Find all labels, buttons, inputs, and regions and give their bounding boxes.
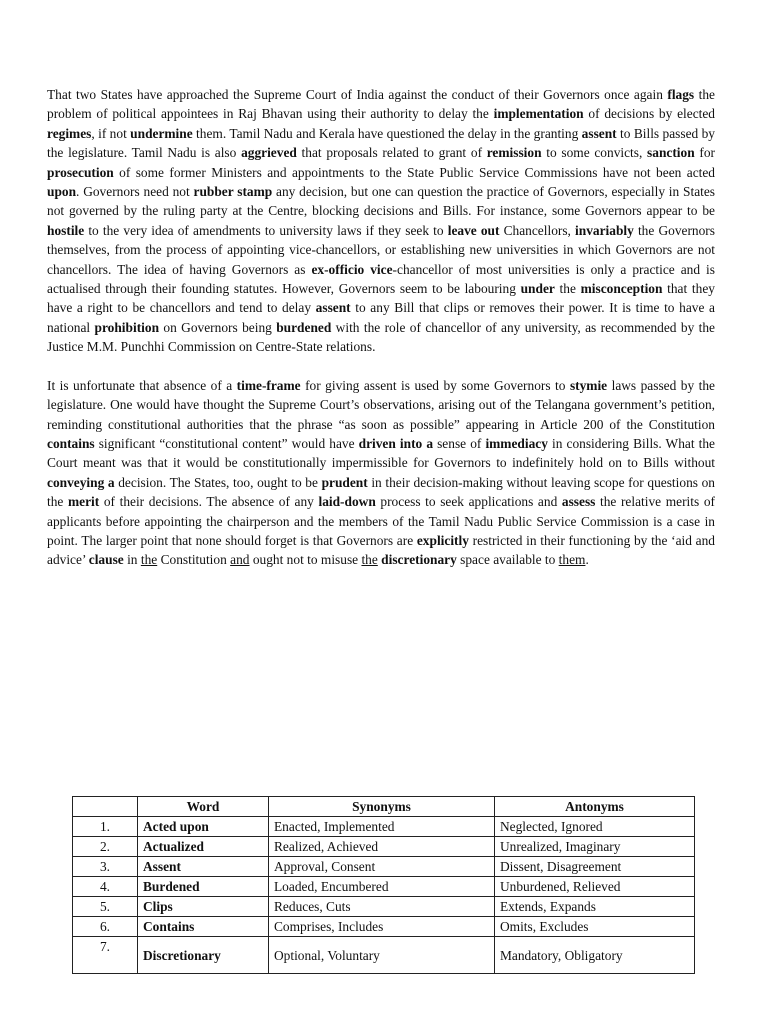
- row-word: Clips: [138, 897, 269, 917]
- table-row: [73, 877, 695, 897]
- row-word: Contains: [138, 917, 269, 937]
- text-run: of their decisions. The absence of any: [99, 494, 319, 510]
- vocab-keyword: undermine: [130, 125, 193, 141]
- vocab-keyword: driven into a: [358, 435, 434, 451]
- row-antonyms: Extends, Expands: [495, 897, 695, 917]
- vocab-keyword: ex-officio vice: [311, 261, 393, 277]
- vocab-keyword: time-frame: [236, 377, 301, 393]
- vocab-keyword: prosecution: [47, 164, 114, 180]
- vocab-keyword: flags: [667, 87, 695, 102]
- row-synonyms: Optional, Voluntary: [269, 937, 495, 974]
- vocab-keyword: rubber stamp: [193, 184, 273, 200]
- vocab-keyword: remission: [486, 145, 542, 161]
- text-run: It is unfortunate that absence of a: [47, 377, 237, 393]
- text-run: for giving assent is used by some Governors to: [300, 377, 570, 393]
- vocabulary-table: [72, 796, 695, 974]
- table-row: [73, 897, 695, 917]
- table-row: [73, 817, 695, 837]
- vocab-keyword: explicitly: [416, 532, 469, 548]
- vocab-keyword: aggrieved: [241, 145, 297, 161]
- text-run: Constitution: [157, 552, 231, 568]
- table-row: [73, 937, 695, 974]
- text-run: decision. The States, too, ought to be: [114, 474, 322, 490]
- vocab-keyword: assent: [315, 300, 351, 316]
- vocab-keyword: immediacy: [485, 435, 548, 451]
- row-number: 5.: [73, 897, 138, 917]
- text-run: that proposals related to grant of: [296, 145, 487, 161]
- row-number: 1.: [73, 817, 138, 837]
- vocab-keyword: implementation: [493, 106, 584, 122]
- row-number: 6.: [73, 917, 138, 937]
- row-word: Acted upon: [138, 817, 269, 837]
- underlined-word: the: [140, 552, 158, 568]
- text-run: with the role of chancellor of any university, as recommended by the Justice M.M. Punchhi Commission on Centre-State relations.: [47, 319, 716, 355]
- underlined-word: and: [230, 552, 250, 568]
- vocab-keyword: sanction: [647, 145, 695, 161]
- row-antonyms: Unburdened, Relieved: [495, 877, 695, 897]
- text-run: , if not: [91, 125, 131, 141]
- vocab-keyword: assent: [581, 125, 617, 141]
- text-run: restricted in their functioning by the ‘aid and advice’: [47, 532, 715, 568]
- row-word: Assent: [138, 857, 269, 877]
- vocab-keyword: merit: [67, 494, 100, 510]
- text-run: -chancellor of most universities is only a practice and is actualised through their founding statutes. However, Governors seem to be labouring: [47, 261, 715, 297]
- underlined-word: them: [558, 552, 586, 568]
- text-run: space available to: [456, 552, 559, 568]
- paragraph-2: [47, 376, 715, 570]
- text-run: them. Tamil Nadu and Kerala have questioned the delay in the granting: [192, 125, 582, 141]
- vocab-keyword: burdened: [276, 319, 332, 335]
- vocab-keyword: regimes: [47, 125, 92, 141]
- vocab-keyword: under: [520, 281, 555, 297]
- table-row: [73, 857, 695, 877]
- text-run: the: [554, 281, 581, 297]
- row-synonyms: Approval, Consent: [269, 857, 495, 877]
- text-run: .: [585, 552, 589, 568]
- table-row: [73, 837, 695, 857]
- row-word: Burdened: [138, 877, 269, 897]
- header-word: Word: [138, 797, 269, 817]
- row-antonyms: Unrealized, Imaginary: [495, 837, 695, 857]
- vocab-keyword: assess: [561, 494, 596, 510]
- vocab-keyword: prohibition: [94, 319, 160, 335]
- vocab-keyword: prudent: [321, 474, 368, 490]
- header-antonyms: Antonyms: [495, 797, 695, 817]
- text-run: any decision, but one can question the practice of Governors, especially in States not governed by the ruling party at the Centre, blocking decisions and Bills. For instance, some Governors appear to be: [47, 184, 716, 219]
- text-run: sense of: [433, 435, 486, 451]
- text-run: to any Bill that clips or removes their power. It is time to have a national: [47, 300, 715, 335]
- vocab-keyword: discretionary: [381, 552, 457, 568]
- text-run: to some convicts,: [541, 145, 648, 161]
- text-run: in considering Bills. What the Court meant was that it would be constitutionally impermissible for Governors to indefinitely hold on to Bills without: [47, 435, 716, 471]
- row-synonyms: Enacted, Implemented: [269, 817, 495, 837]
- row-synonyms: Reduces, Cuts: [269, 897, 495, 917]
- text-run: the Governors themselves, from the process of appointing vice-chancellors, or establishing new universities in which Governors are not chancellors. The idea of having Governors as: [47, 222, 715, 277]
- text-run: process to seek applications and: [375, 494, 562, 510]
- vocab-keyword: stymie: [569, 377, 608, 393]
- text-run: That two States have approached the Supreme Court of India against the conduct of their Governors once again: [47, 87, 668, 102]
- row-synonyms: Comprises, Includes: [269, 917, 495, 937]
- row-number: 2.: [73, 837, 138, 857]
- table-header-row: [73, 797, 695, 817]
- row-synonyms: Loaded, Encumbered: [269, 877, 495, 897]
- paragraph-1: [47, 85, 715, 357]
- text-run: for: [694, 145, 715, 161]
- vocab-keyword: leave out: [447, 222, 500, 238]
- text-run: . Governors need not: [76, 184, 194, 200]
- vocab-keyword: hostile: [47, 222, 85, 238]
- row-antonyms: Mandatory, Obligatory: [495, 937, 695, 974]
- vocab-keyword: contains: [47, 435, 95, 451]
- header-number: [73, 797, 138, 817]
- text-run: to Bills passed by the legislature. Tamil Nadu is also: [47, 125, 715, 161]
- text-run: Chancellors,: [499, 222, 576, 238]
- text-run: significant “constitutional content” would have: [94, 435, 359, 451]
- text-run: on Governors being: [159, 319, 277, 335]
- row-antonyms: Neglected, Ignored: [495, 817, 695, 837]
- vocab-keyword: laid-down: [318, 494, 376, 510]
- vocab-keyword: clause: [88, 552, 124, 568]
- row-synonyms: Realized, Achieved: [269, 837, 495, 857]
- row-number: 4.: [73, 877, 138, 897]
- text-run: laws passed by the legislature. One would have thought the Supreme Court’s observations, arising out of the Telangana government’s petition, reminding constitutional authorities that the phrase “as soon as possible” appearing in Article 200 of the Constitution: [47, 377, 715, 432]
- text-run: ought not to misuse: [249, 552, 362, 568]
- vocab-keyword: upon: [47, 184, 77, 200]
- header-synonyms: Synonyms: [269, 797, 495, 817]
- text-run: that they have a right to be chancellors and tend to delay: [47, 281, 715, 316]
- vocab-keyword: misconception: [580, 281, 663, 297]
- underlined-word: the: [361, 552, 378, 568]
- article-body: [47, 85, 715, 570]
- vocab-keyword: invariably: [575, 222, 634, 238]
- table-row: [73, 917, 695, 937]
- row-word: Discretionary: [138, 937, 269, 974]
- vocab-keyword: conveying a: [47, 474, 115, 490]
- text-run: to the very idea of amendments to university laws if they seek to: [84, 222, 448, 238]
- text-run: the problem of political appointees in Raj Bhavan using their authority to delay the: [47, 87, 715, 122]
- row-number: 7.: [73, 937, 138, 974]
- text-run: the relative merits of applicants before appointing the chairperson and the members of the Tamil Nadu Public Service Commission is a case in point. The larger point that none should forget is that Governors are: [47, 494, 715, 548]
- text-run: in: [123, 552, 141, 568]
- row-word: Actualized: [138, 837, 269, 857]
- row-number: 3.: [73, 857, 138, 877]
- row-antonyms: Dissent, Disagreement: [495, 857, 695, 877]
- text-run: in their decision-making without leaving scope for questions on the: [47, 474, 715, 510]
- text-run: of some former Ministers and appointments to the State Public Service Commissions have not been acted: [113, 164, 715, 180]
- row-antonyms: Omits, Excludes: [495, 917, 695, 937]
- text-run: of decisions by elected: [583, 106, 716, 122]
